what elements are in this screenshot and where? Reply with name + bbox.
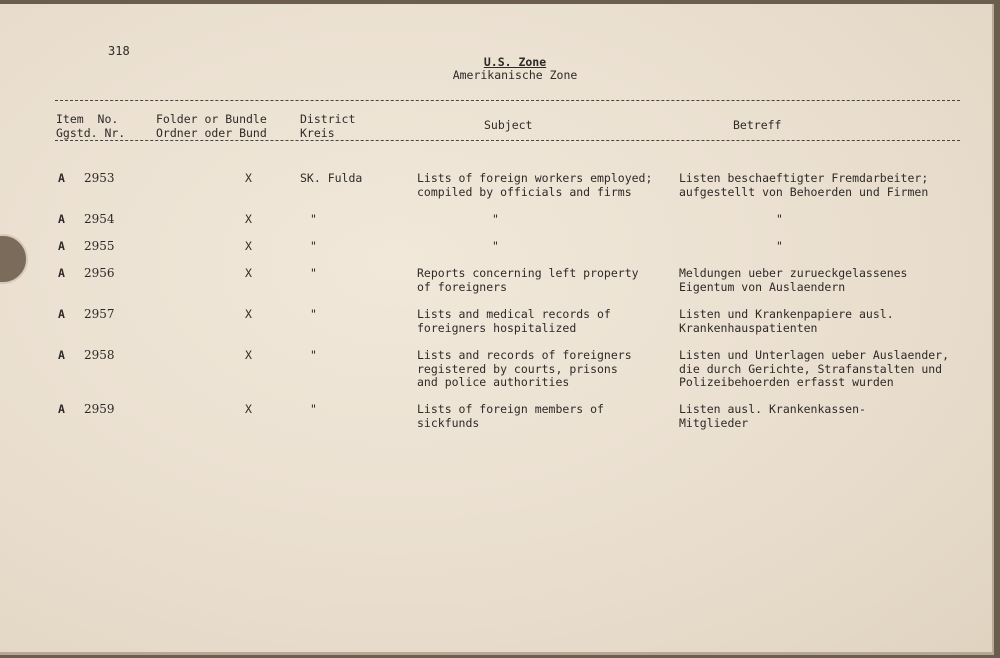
entry-folder: X <box>245 348 252 362</box>
entry-folder: X <box>245 171 252 185</box>
entry-subject: " <box>492 212 499 226</box>
entry-number: 2954 <box>84 212 115 226</box>
entry-number: 2957 <box>84 307 115 321</box>
header-item-no: Item No. Ggstd. Nr. <box>56 112 126 140</box>
entry-folder: X <box>245 266 252 280</box>
header-district: District Kreis <box>300 112 356 140</box>
header-rule-top <box>55 100 960 101</box>
entry-district: " <box>310 307 317 321</box>
title-english: U.S. Zone <box>483 55 547 69</box>
document-page <box>0 4 994 655</box>
entry-folder: X <box>245 402 252 416</box>
entry-betreff: Listen und Unterlagen ueber Auslaender, die durch Gerichte, Strafanstalten und Polizeibehoerden erfasst wurden <box>679 348 950 389</box>
entry-district: SK. Fulda <box>300 171 363 185</box>
entry-item: A <box>58 307 65 321</box>
entry-betreff: Listen beschaeftigter Fremdarbeiter; aufgestellt von Behoerden und Firmen <box>679 171 929 199</box>
binder-tab-hole <box>0 234 28 284</box>
entry-district: " <box>310 348 317 362</box>
page-number: 318 <box>108 44 130 58</box>
entry-betreff: " <box>776 212 783 226</box>
entry-district: " <box>310 212 317 226</box>
entry-item: A <box>58 171 65 185</box>
header-folder: Folder or Bundle Ordner oder Bund <box>156 112 267 140</box>
header-betreff: Betreff <box>733 118 782 132</box>
entry-subject: Reports concerning left property of foreigners <box>417 266 639 294</box>
title-german: Amerikanische Zone <box>452 68 578 82</box>
header-subject: Subject <box>484 118 533 132</box>
entry-district: " <box>310 239 317 253</box>
entry-district: " <box>310 402 317 416</box>
entry-number: 2958 <box>84 348 115 362</box>
entry-folder: X <box>245 212 252 226</box>
entry-number: 2955 <box>84 239 115 253</box>
entry-subject: Lists of foreign members of sickfunds <box>417 402 604 430</box>
entry-subject: " <box>492 239 499 253</box>
entry-betreff: Listen und Krankenpapiere ausl. Krankenhauspatienten <box>679 307 894 335</box>
entry-item: A <box>58 402 65 416</box>
entry-item: A <box>58 266 65 280</box>
entry-item: A <box>58 239 65 253</box>
entry-betreff: Listen ausl. Krankenkassen- Mitglieder <box>679 402 866 430</box>
entry-number: 2953 <box>84 171 115 185</box>
entry-district: " <box>310 266 317 280</box>
entry-folder: X <box>245 239 252 253</box>
entry-subject: Lists of foreign workers employed; compiled by officials and firms <box>417 171 653 199</box>
header-rule-bottom <box>55 140 960 141</box>
entry-number: 2959 <box>84 402 115 416</box>
entry-item: A <box>58 212 65 226</box>
entry-betreff: " <box>776 239 783 253</box>
entry-subject: Lists and medical records of foreigners hospitalized <box>417 307 611 335</box>
page-title <box>430 56 600 82</box>
entry-subject: Lists and records of foreigners registered by courts, prisons and police authorities <box>417 348 632 389</box>
entry-betreff: Meldungen ueber zurueckgelassenes Eigentum von Auslaendern <box>679 266 908 294</box>
entry-folder: X <box>245 307 252 321</box>
entry-item: A <box>58 348 65 362</box>
entry-number: 2956 <box>84 266 115 280</box>
